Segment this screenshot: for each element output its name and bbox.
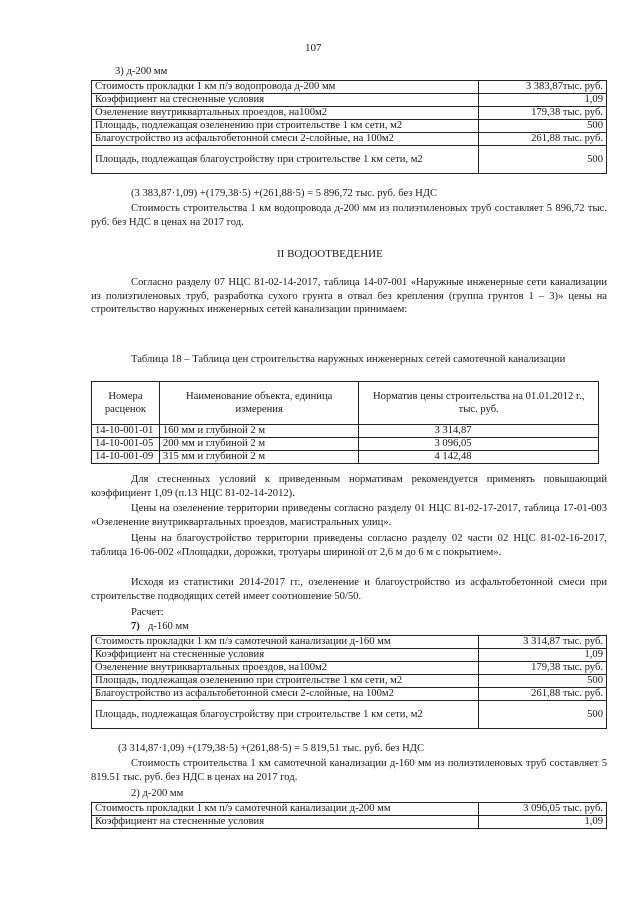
table-cell: Благоустройство из асфальтобетонной смеси 2-слойные, на 100м2 — [92, 688, 479, 701]
table-cell: 1,09 — [479, 816, 607, 829]
table-cell: Площадь, подлежащая озеленению при строительстве 1 км сети, м2 — [92, 120, 479, 133]
intro-paragraph: Согласно разделу 07 НЦС 81-02-14-2017, таблица 14-07-001 «Наружные инженерные сети канализации из полиэтиленовых труб, разработка сухого грунта в отвал без крепления (группа грунтов 1 – 3)» цены на строительство наружных инженерных сетей канализации принимаем: — [91, 277, 607, 315]
table-cell: 3 096,05 — [359, 438, 599, 451]
item-label: 2) д-200 мм — [131, 788, 184, 799]
subsection-label: 3) д-200 мм — [115, 66, 168, 77]
page-number: 107 — [305, 42, 322, 54]
table-header-row — [92, 382, 599, 425]
table-cell: 3 314,87 тыс. руб. — [479, 636, 607, 649]
table-cell: Площадь, подлежащая озеленению при строительстве 1 км сети, м2 — [92, 675, 479, 688]
table-cell: 3 096,05 тыс. руб. — [479, 803, 607, 816]
table-row — [92, 146, 607, 174]
item-number: 7) — [131, 621, 140, 632]
coefficient-paragraph: Для стесненных условий к приведенным нормативам рекомендуется применять повышающий коэффициент 1,09 (п.13 НЦС 81-02-14-2012). — [91, 474, 607, 499]
table-cell: 500 — [479, 701, 607, 729]
table-cell: 179,38 тыс. руб. — [479, 662, 607, 675]
table-cell: Площадь, подлежащая благоустройству при строительстве 1 км сети, м2 — [92, 146, 479, 174]
table-cell: Коэффициент на стесненные условия — [92, 816, 479, 829]
table-cell: 500 — [479, 120, 607, 133]
table-cell: 3 314,87 — [359, 425, 599, 438]
table-cell: Озеленение внутриквартальных проездов, на100м2 — [92, 107, 479, 120]
table-cell: 200 мм и глубиной 2 м — [159, 438, 359, 451]
table-cell: 3 383,87тыс. руб. — [479, 81, 607, 94]
table-row — [92, 425, 599, 438]
table-caption: Таблица 18 – Таблица цен строительства наружных инженерных сетей самотечной канализации — [131, 354, 566, 365]
conclusion-paragraph: Стоимость строительства 1 км самотечной канализации д-160 мм из полиэтиленовых труб составляет 5 819.51 тыс. руб. без НДС в ценах на 2017 год. — [91, 758, 607, 783]
table-row — [92, 662, 607, 675]
table-cell: 1,09 — [479, 94, 607, 107]
conclusion-paragraph: Стоимость строительства 1 км водопровода д-200 мм из полиэтиленовых труб составляет 5 896,72 тыс. руб. без НДС в ценах на 2017 год. — [91, 203, 607, 228]
table-row — [92, 438, 599, 451]
table-row — [92, 451, 599, 464]
table-row — [92, 649, 607, 662]
table-row — [92, 675, 607, 688]
table-cell: 14-10-001-05 — [92, 438, 160, 451]
table-row — [92, 816, 607, 829]
table-row — [92, 133, 607, 146]
table-cell: Коэффициент на стесненные условия — [92, 94, 479, 107]
table-cell: Стоимость прокладки 1 км п/э самотечной канализации д-200 мм — [92, 803, 479, 816]
table-cell: 14-10-001-09 — [92, 451, 160, 464]
table-cell: Коэффициент на стесненные условия — [92, 649, 479, 662]
column-header: Наименование объекта, единица измерения — [159, 382, 359, 425]
section-heading: II ВОДООТВЕДЕНИЕ — [277, 248, 383, 260]
item-label: д-160 мм — [148, 621, 189, 632]
table-cell: Стоимость прокладки 1 км п/э самотечной канализации д-160 мм — [92, 636, 479, 649]
table-cell: 4 142,48 — [359, 451, 599, 464]
calculation-label: Расчет: — [131, 607, 164, 618]
table-row — [92, 636, 607, 649]
table-row — [92, 701, 607, 729]
table-cell: 1,09 — [479, 649, 607, 662]
table-cell: 14-10-001-01 — [92, 425, 160, 438]
column-header: Номера расценок — [92, 382, 160, 425]
table-row — [92, 803, 607, 816]
table-cell: 261,88 тыс. руб. — [479, 688, 607, 701]
cost-table-sewer-160 — [91, 635, 607, 729]
table-row — [92, 120, 607, 133]
formula: (3 383,87·1,09) +(179,38·5) +(261,88·5) = 5 896,72 тыс. руб. без НДС — [131, 188, 438, 199]
table-row — [92, 107, 607, 120]
price-table-18 — [91, 381, 599, 464]
table-row — [92, 94, 607, 107]
ratio-paragraph: Исходя из статистики 2014-2017 гг., озеленение и благоустройство из асфальтобетонной смеси при строительстве подводящих сетей имеет соотношение 50/50. — [91, 577, 607, 602]
table-cell: 179,38 тыс. руб. — [479, 107, 607, 120]
table-row — [92, 81, 607, 94]
table-cell: 500 — [479, 675, 607, 688]
table-cell: 261,88 тыс. руб. — [479, 133, 607, 146]
table-cell: 315 мм и глубиной 2 м — [159, 451, 359, 464]
greening-paragraph: Цены на озеленение территории приведены согласно разделу 01 НЦС 81-02-17-2017, таблица 17-01-003 «Озеленение внутриквартальных проездов, магистральных улиц». — [91, 503, 607, 528]
table-cell: Стоимость прокладки 1 км п/э водопровода д-200 мм — [92, 81, 479, 94]
table-cell: 500 — [479, 146, 607, 174]
table-cell: Площадь, подлежащая благоустройству при строительстве 1 км сети, м2 — [92, 701, 479, 729]
improvement-paragraph: Цены на благоустройство территории приведены согласно разделу 02 части 02 НЦС 81-02-16-2017, таблица 16-06-002 «Площадки, дорожки, тротуары шириной от 2,6 м до 6 м с покрытием». — [91, 533, 607, 558]
table-cell: Благоустройство из асфальтобетонной смеси 2-слойные, на 100м2 — [92, 133, 479, 146]
cost-table-water-200 — [91, 80, 607, 174]
formula: (3 314,87·1,09) +(179,38·5) +(261,88·5) = 5 819,51 тыс. руб. без НДС — [118, 743, 425, 754]
table-row — [92, 688, 607, 701]
column-header: Норматив цены строительства на 01.01.2012 г., тыс. руб. — [359, 382, 599, 425]
cost-table-sewer-200 — [91, 802, 607, 829]
table-cell: Озеленение внутриквартальных проездов, на100м2 — [92, 662, 479, 675]
table-cell: 160 мм и глубиной 2 м — [159, 425, 359, 438]
